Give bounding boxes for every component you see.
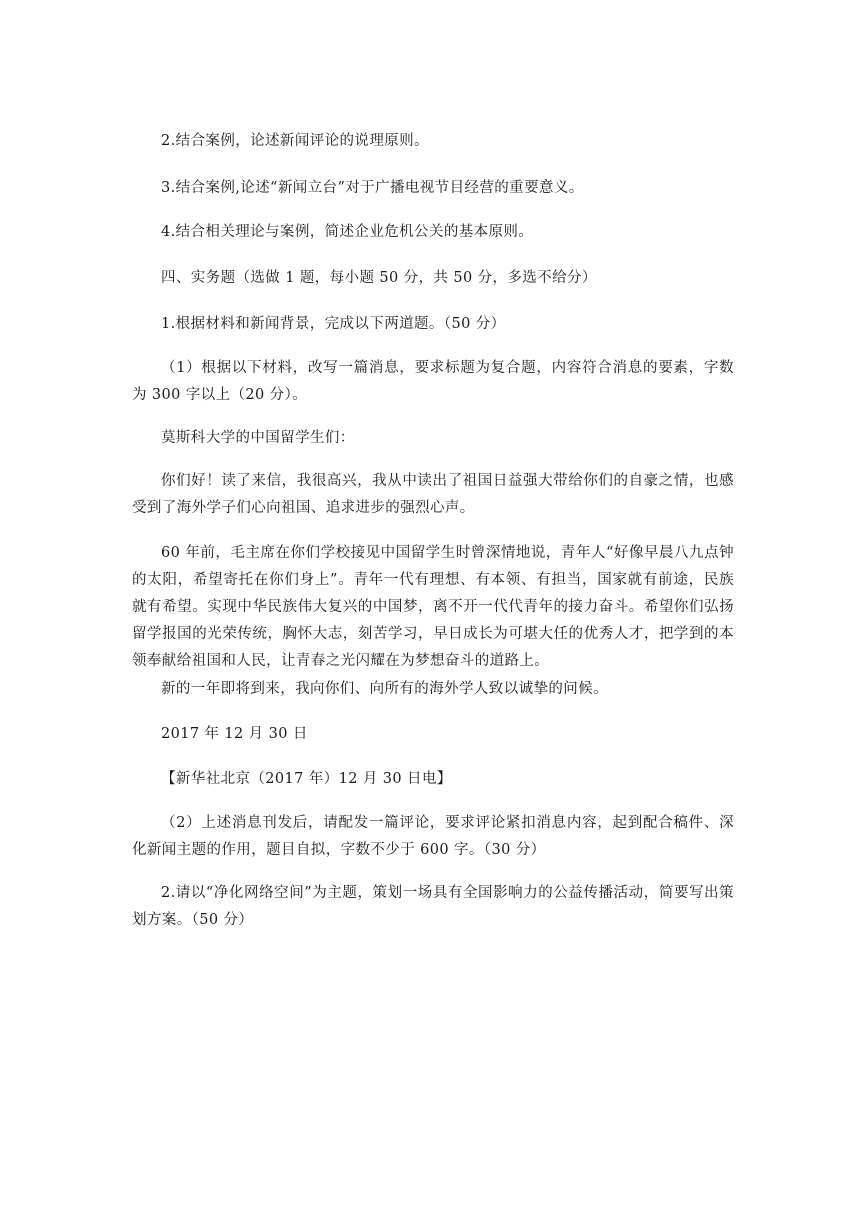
practical-question-2: 2.请以“净化网络空间”为主题，策划一场具有全国影响力的公益传播活动，简要写出策划方案。（50 分）	[132, 885, 734, 928]
sub-question-1: （1）根据以下材料，改写一篇消息，要求标题为复合题，内容符合消息的要素，字数为 300 字以上（20 分）。	[132, 360, 734, 403]
letter-date: 2017 年 12 月 30 日	[161, 726, 308, 742]
letter-paragraph-3: 新的一年即将到来，我向你们、向所有的海外学人致以诚挚的问候。	[161, 681, 608, 697]
letter-paragraph-1: 你们好！读了来信，我很高兴，我从中读出了祖国日益强大带给你们的自豪之情，也感受到了海外学子们心向祖国、追求进步的强烈心声。	[132, 473, 734, 516]
letter-paragraph-2: 60 年前，毛主席在你们学校接见中国留学生时曾深情地说，青年人“好像早晨八九点钟的太阳，希望寄托在你们身上”。青年一代有理想、有本领、有担当，国家就有前途，民族就有希望。实现中华民族伟大复兴的中国梦，离不开一代代青年的接力奋斗。希望你们弘扬留学报国的光荣传统，胸怀大志，刻苦学习，早日成长为可堪大任的优秀人才，把学到的本领奉献给祖国和人民，让青春之光闪耀在为梦想奋斗的道路上。	[132, 545, 734, 669]
question-essay-4: 4.结合相关理论与案例，简述企业危机公关的基本原则。	[161, 224, 534, 240]
letter-salutation: 莫斯科大学的中国留学生们：	[161, 430, 355, 446]
section-heading-practical: 四、实务题（选做 1 题，每小题 50 分，共 50 分，多选不给分）	[161, 270, 597, 286]
news-dateline: 【新华社北京（2017 年）12 月 30 日电】	[161, 771, 452, 787]
sub-question-2: （2）上述消息刊发后，请配发一篇评论，要求评论紧扣消息内容，起到配合稿件、深化新闻主题的作用，题目自拟，字数不少于 600 字。（30 分）	[132, 815, 734, 858]
question-essay-3: 3.结合案例,论述“新闻立台”对于广播电视节目经营的重要意义。	[161, 180, 584, 196]
practical-question-1: 1.根据材料和新闻背景，完成以下两道题。（50 分）	[161, 316, 506, 332]
question-essay-2: 2.结合案例，论述新闻评论的说理原则。	[161, 133, 429, 149]
